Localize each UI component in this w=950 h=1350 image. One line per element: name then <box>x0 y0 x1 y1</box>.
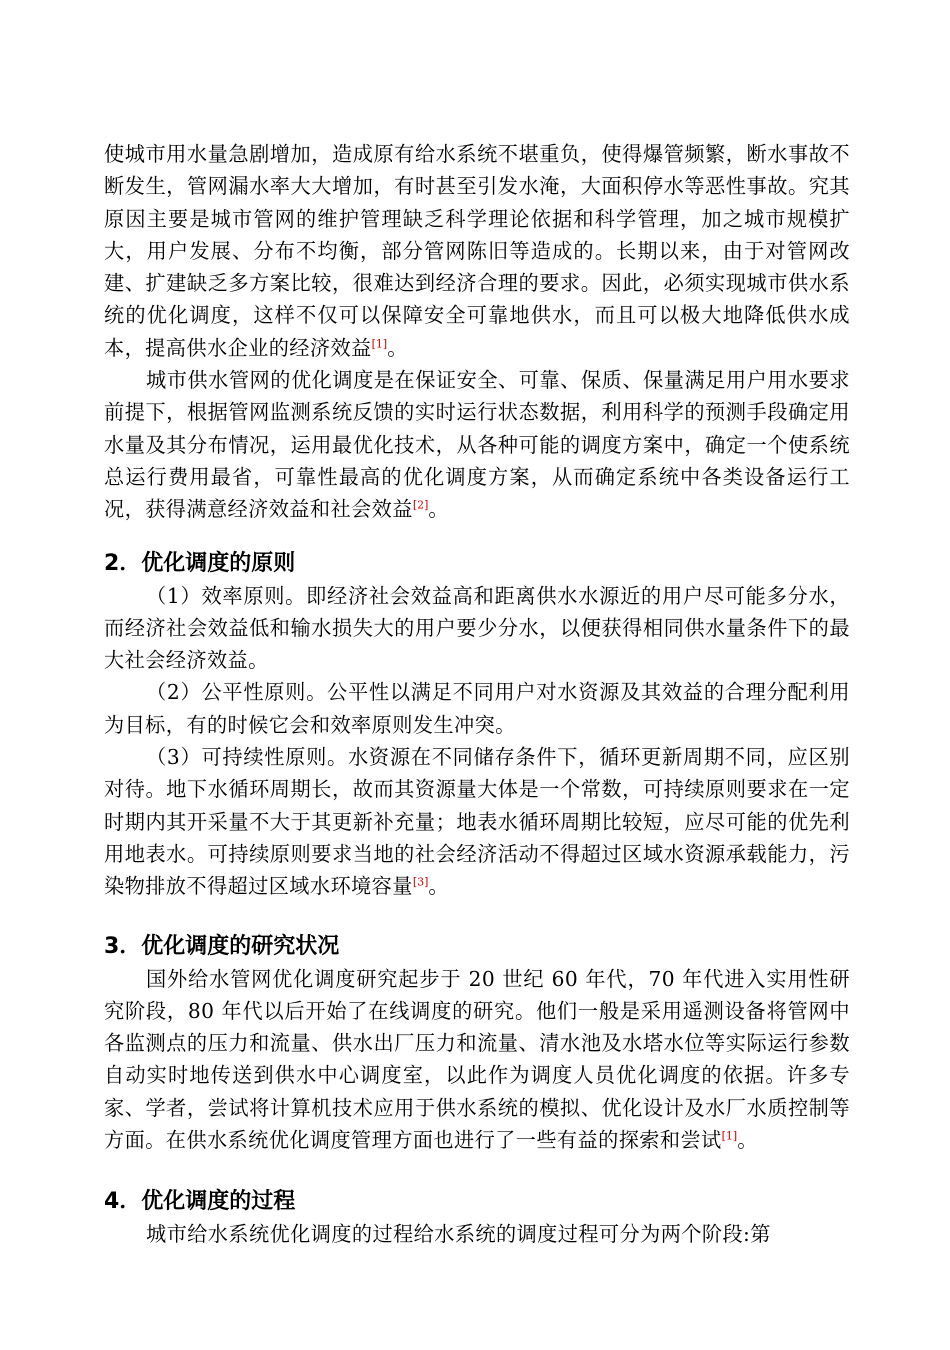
section-4-paragraph-1: 城市给水系统优化调度的过程给水系统的调度过程可分为两个阶段:第 <box>146 1222 771 1247</box>
section-2-paragraph-2: （2）公平性原则。公平性以满足不同用户对水资源及其效益的合理分配利用为目标，有的时候它会和效率原则发生冲突。 <box>104 680 850 737</box>
section-2-heading: 2．优化调度的原则 <box>104 550 296 576</box>
intro-p1-end: 。 <box>387 335 408 360</box>
intro-p2-text: 城市供水管网的优化调度是在保证安全、可靠、保质、保量满足用户用水要求前提下，根据管网监测系统反馈的实时运行状态数据，利用科学的预测手段确定用水量及其分布情况，运用最优化技术，从各种可能的调度方案中，确定一个使系统总运行费用最省，可靠性最高的优化调度方案，从而确定系统中各类设备运行工况，获得满意经济效益和社会效益 <box>104 368 850 522</box>
intro-p2-end: 。 <box>428 497 450 522</box>
intro-paragraph-2 <box>104 364 850 525</box>
section-2-paragraph-3 <box>104 741 850 902</box>
section-3-heading: 3．优化调度的研究状况 <box>104 933 340 959</box>
section-3-p1-end: 。 <box>737 1128 758 1153</box>
section-2-paragraph-1: （1）效率原则。即经济社会效益高和距离供水水源近的用户尽可能多分水，而经济社会效益低和输水损失大的用户要少分水，以便获得相同供水量条件下的最大社会经济效益。 <box>104 583 850 673</box>
citation-3[interactable]: [3] <box>412 875 429 889</box>
intro-p1-text: 使城市用水量急剧增加，造成原有给水系统不堪重负，使得爆管频繁，断水事故不断发生，管网漏水率大大增加，有时甚至引发水淹，大面积停水等恶性事故。究其原因主要是城市管网的维护管理缺乏科学理论依据和科学管理，加之城市规模扩大，用户发展、分布不均衡，部分管网陈旧等造成的。长期以来，由于对管网改建、扩建缺乏多方案比较，很难达到经济合理的要求。因此，必须实现城市供水系统的优化调度，这样不仅可以保障安全可靠地供水，而且可以极大地降低供水成本，提高供水企业的经济效益 <box>104 142 850 360</box>
section-3-p1-text: 国外给水管网优化调度研究起步于 20 世纪 60 年代，70 年代进入实用性研究阶段，80 年代以后开始了在线调度的研究。他们一般是采用遥测设备将管网中各监测点的压力和流量、供水出厂压力和流量、清水池及水塔水位等实际运行参数自动实时地传送到供水中心调度室，以此作为调度人员优化调度的依据。许多专家、学者，尝试将计算机技术应用于供水系统的模拟、优化设计及水厂水质控制等方面。在供水系统优化调度管理方面也进行了一些有益的探索和尝试 <box>104 966 850 1153</box>
section-4-heading: 4．优化调度的过程 <box>104 1189 296 1215</box>
citation-1-repeat[interactable]: [1] <box>721 1129 738 1143</box>
intro-paragraph-1 <box>104 138 850 364</box>
citation-1[interactable]: [1] <box>371 337 388 351</box>
section-2-p3-text: （3）可持续性原则。水资源在不同储存条件下，循环更新周期不同，应区别对待。地下水循环周期长，故而其资源量大体是一个常数，可持续原则要求在一定时期内其开采量不大于其更新补充量；地表水循环周期比较短，应尽可能的优先利用地表水。可持续原则要求当地的社会经济活动不得超过区域水资源承载能力，污染物排放不得超过区域水环境容量 <box>104 745 850 899</box>
section-3-paragraph-1 <box>104 963 850 1157</box>
document-page <box>104 138 850 1251</box>
section-2-p3-end: 。 <box>428 874 450 899</box>
citation-2[interactable]: [2] <box>412 498 429 512</box>
